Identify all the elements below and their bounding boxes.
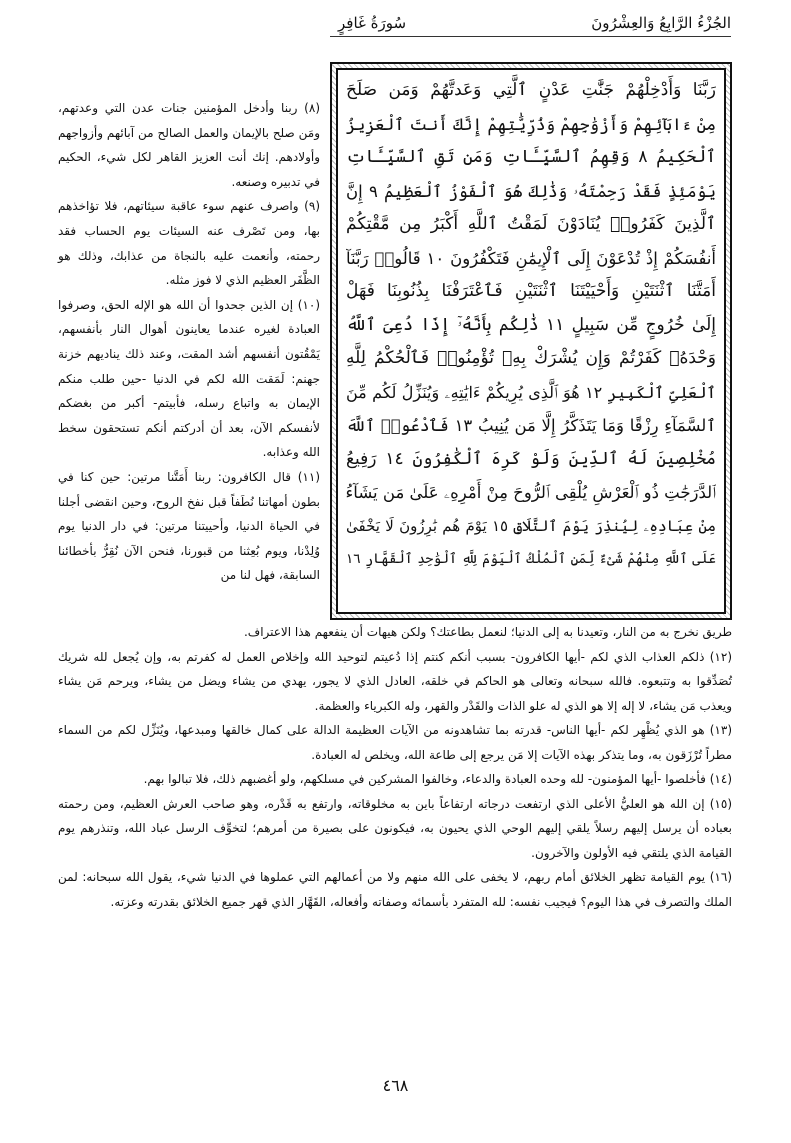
verse-line: مِنْ ءَابَآئِهِمْ وَأَزْوَٰجِهِمْ وَذُرِّيَّٰتِهِمْ إِنَّكَ أَنتَ ٱلْعَزِيزُ [346, 114, 716, 134]
verse-line: أَمَتَّنَا ٱثْنَتَيْنِ وَأَحْيَيْتَنَا ٱثْنَتَيْنِ فَٱعْتَرَفْنَا بِذُنُوبِنَا فَهَلْ [346, 281, 716, 301]
page-number: ٤٦٨ [382, 1076, 409, 1095]
verse-line: ٱلسَّمَآءِ رِزْقًا وَمَا يَتَذَكَّرُ إِلَّا مَن يُنِيبُ ١٣ فَٱدْعُوا۟ ٱللَّهَ [346, 416, 716, 435]
surah-title: سُورَةُ غَافِرٍ [338, 14, 407, 32]
tafsir-full-width [58, 620, 732, 914]
tafsir-paragraph: (١٤) فأخلصوا -أيها المؤمنون- لله وحده العبادة والدعاء، وخالفوا المشركين في مسلكهم، ولو أغضبهم ذلك، فلا تبالوا بهم. [143, 772, 732, 786]
verse-line: أَنفُسَكُمْ إِذْ تُدْعَوْنَ إِلَى ٱلْإِيمَٰنِ فَتَكْفُرُونَ ١٠ قَالُوا۟ رَبَّنَآ [346, 248, 716, 268]
tafsir-paragraph: (٩) واصرف عنهم سوء عاقبة سيئاتهم، فلا تؤاخذهم بها، ومن تَصْرف عنه السيئات يوم الحساب فقد رحمته، وأنعمت عليه بالنجاة من عذابك، وذلك هو الظَّفَر العظيم الذي لا فوز مثله. [58, 199, 320, 288]
tafsir-paragraph: (١٠) إن الذين جحدوا أن الله هو الإله الحق، وصرفوا العبادة لغيره عندما يعاينون أهوال النار بأنفسهم، يَمْقُتون أنفسهم أشد المقت، وعند ذلك يناديهم خزنة جهنم: لَمَقت الله لكم في الدنيا -حين طلب منكم الإيمان به واتباع رسله، فأبيتم- أكبر من بغضكم لأنفسكم الآن، بعد أن أدركتم أنكم تستحقون سخط الله وعذابه. [58, 297, 320, 460]
tafsir-paragraph: (١٥) إن الله هو العليُّ الأعلى الذي ارتفعت درجاته ارتفاعاً باين به مخلوقاته، وارتفع به قَدْره، وهو صاحب العرش العظيم، ومن رحمته بعباده أن يرسل إليهم رسلاً يلقي إليهم الوحي الذي يحيون به، فيكونون على بصيرة من أمرهم؛ لتخوِّف الرسل عباد الله، وتنذرهم يوم القيامة الذي يلتقي فيه الأولون والآخرون. [58, 796, 732, 860]
verse-line: ٱلدَّرَجَٰتِ ذُو ٱلْعَرْشِ يُلْقِى ٱلرُّوحَ مِنْ أَمْرِهِۦ عَلَىٰ مَن يَشَآءُ [346, 483, 716, 502]
verse-line: يَوْمَئِذٍ فَقَدْ رَحِمْتَهُۥ وَذَٰلِكَ هُوَ ٱلْفَوْزُ ٱلْعَظِيمُ ٩ إِنَّ [346, 181, 716, 201]
quran-frame [330, 62, 732, 620]
verse-line: مُخْلِصِينَ لَهُ ٱلدِّينَ وَلَوْ كَرِهَ ٱلْكَٰفِرُونَ ١٤ رَفِيعُ [346, 448, 716, 469]
verse-line: مِنْ عِبَادِهِۦ لِيُنذِرَ يَوْمَ ٱلتَّلَاقِ ١٥ يَوْمَ هُم بَٰرِزُونَ لَا يَخْفَىٰ [346, 516, 716, 535]
tafsir-paragraph: (١١) قال الكافرون: ربنا أَمَتَّنا مرتين: حين كنا في بطون أمهاتنا نُطَفاً قبل نفخ الروح، وحين انقضى أجلنا في الحياة الدنيا، وأحييتنا مرتين: في دار الدنيا يوم وُلِدْنا، ويوم بُعِثنا من قبورنا، فنحن الآن نُقِرُّ بأخطائنا السابقة، فهل لنا من [58, 469, 320, 583]
verse-line: ٱلْحَكِيمُ ٨ وَقِهِمُ ٱلسَّيِّـَٔاتِ وَمَن تَقِ ٱلسَّيِّـَٔاتِ [346, 147, 716, 167]
tafsir-paragraph: (٨) ربنا وأدخل المؤمنين جنات عدن التي وعدتهم، ومَن صلح بالإيمان والعمل الصالح من آبائهم وأزواجهم وأولادهم. إنك أنت العزيز القاهر لكل شيء، الحكيم في تدبيره وصنعه. [58, 101, 320, 189]
page-header [330, 14, 731, 37]
verse-line: عَلَى ٱللَّهِ مِنْهُمْ شَىْءٌ لِّمَنِ ٱلْمُلْكُ ٱلْيَوْمَ لِلَّهِ ٱلْوَٰحِدِ ٱلْقَهَّارِ ١٦ [346, 551, 716, 567]
verse-line: ٱلْعَلِىِّ ٱلْكَبِيرِ ١٢ هُوَ ٱلَّذِى يُرِيكُمْ ءَايَٰتِهِۦ وَيُنَزِّلُ لَكُم مِّنَ [346, 382, 716, 402]
verse-line: إِلَىٰ خُرُوجٍ مِّن سَبِيلٍ ١١ ذَٰلِكُم بِأَنَّهُۥٓ إِذَا دُعِىَ ٱللَّهُ [346, 314, 716, 335]
tafsir-side-column [58, 96, 320, 588]
tafsir-paragraph: طريق نخرج به من النار، وتعيدنا به إلى الدنيا؛ لنعمل بطاعتك؟ ولكن هيهات أن ينفعهم هذا الاعتراف. [243, 625, 732, 639]
tafsir-paragraph: (١٦) يوم القيامة تظهر الخلائق أمام ربهم، لا يخفى على الله منهم ولا من أعمالهم التي عملوها في الدنيا شيء، يقول الله سبحانه: لمن الملك والتصرف في هذا اليوم؟ فيجيب نفسه: لله المتفرد بأسمائه وصفاته وأفعاله، القَهَّار الذي قهر جميع الخلائق بقدرته وعزته. [58, 870, 732, 909]
quran-text-box [336, 68, 726, 614]
verse-line: رَبَّنَا وَأَدْخِلْهُمْ جَنَّٰتِ عَدْنٍ ٱلَّتِي وَعَدتَّهُمْ وَمَن صَلَحَ [346, 80, 716, 100]
juz-title: الجُزْءُ الرَّابِعُ وَالعِشْرُونَ [591, 14, 731, 32]
verse-line: ٱلَّذِينَ كَفَرُوا۟ يُنَادَوْنَ لَمَقْتُ ٱللَّهِ أَكْبَرُ مِن مَّقْتِكُمْ [346, 214, 716, 234]
verse-line: وَحْدَهُۥ كَفَرْتُمْ وَإِن يُشْرَكْ بِهِۦ تُؤْمِنُوا۟ فَٱلْحُكْمُ لِلَّهِ [346, 348, 716, 368]
tafsir-paragraph: (١٣) هو الذي يُظْهِر لكم -أيها الناس- قدرته بما تشاهدونه من الآيات العظيمة الدالة على كمال خالقها ومبدعها، ويُنَزِّل لكم من السماء مطراً تُرْزَقون به، وما يتذكر بهذه الآيات إلا مَن يرجع إلى طاعة الله، ويخلص له العبادة. [58, 723, 732, 762]
tafsir-paragraph: (١٢) ذلكم العذاب الذي لكم -أيها الكافرون- بسبب أنكم كنتم إذا دُعيتم لتوحيد الله وإخلاص العمل له كفرتم به، وإن يُجعل لله شريك تُصَدِّقوا به وتتبعوه. فالله سبحانه وتعالى هو الحاكم في خلقه، العادل الذي لا يجور، يهدي من يشاء ويضل من يشاء، ويرحم مَن يشاء ويعذب مَن يشاء، لا إله إلا هو الذي له علو الذات والقَدْر والقهر، وله الكبرياء والعظمة. [58, 649, 732, 713]
